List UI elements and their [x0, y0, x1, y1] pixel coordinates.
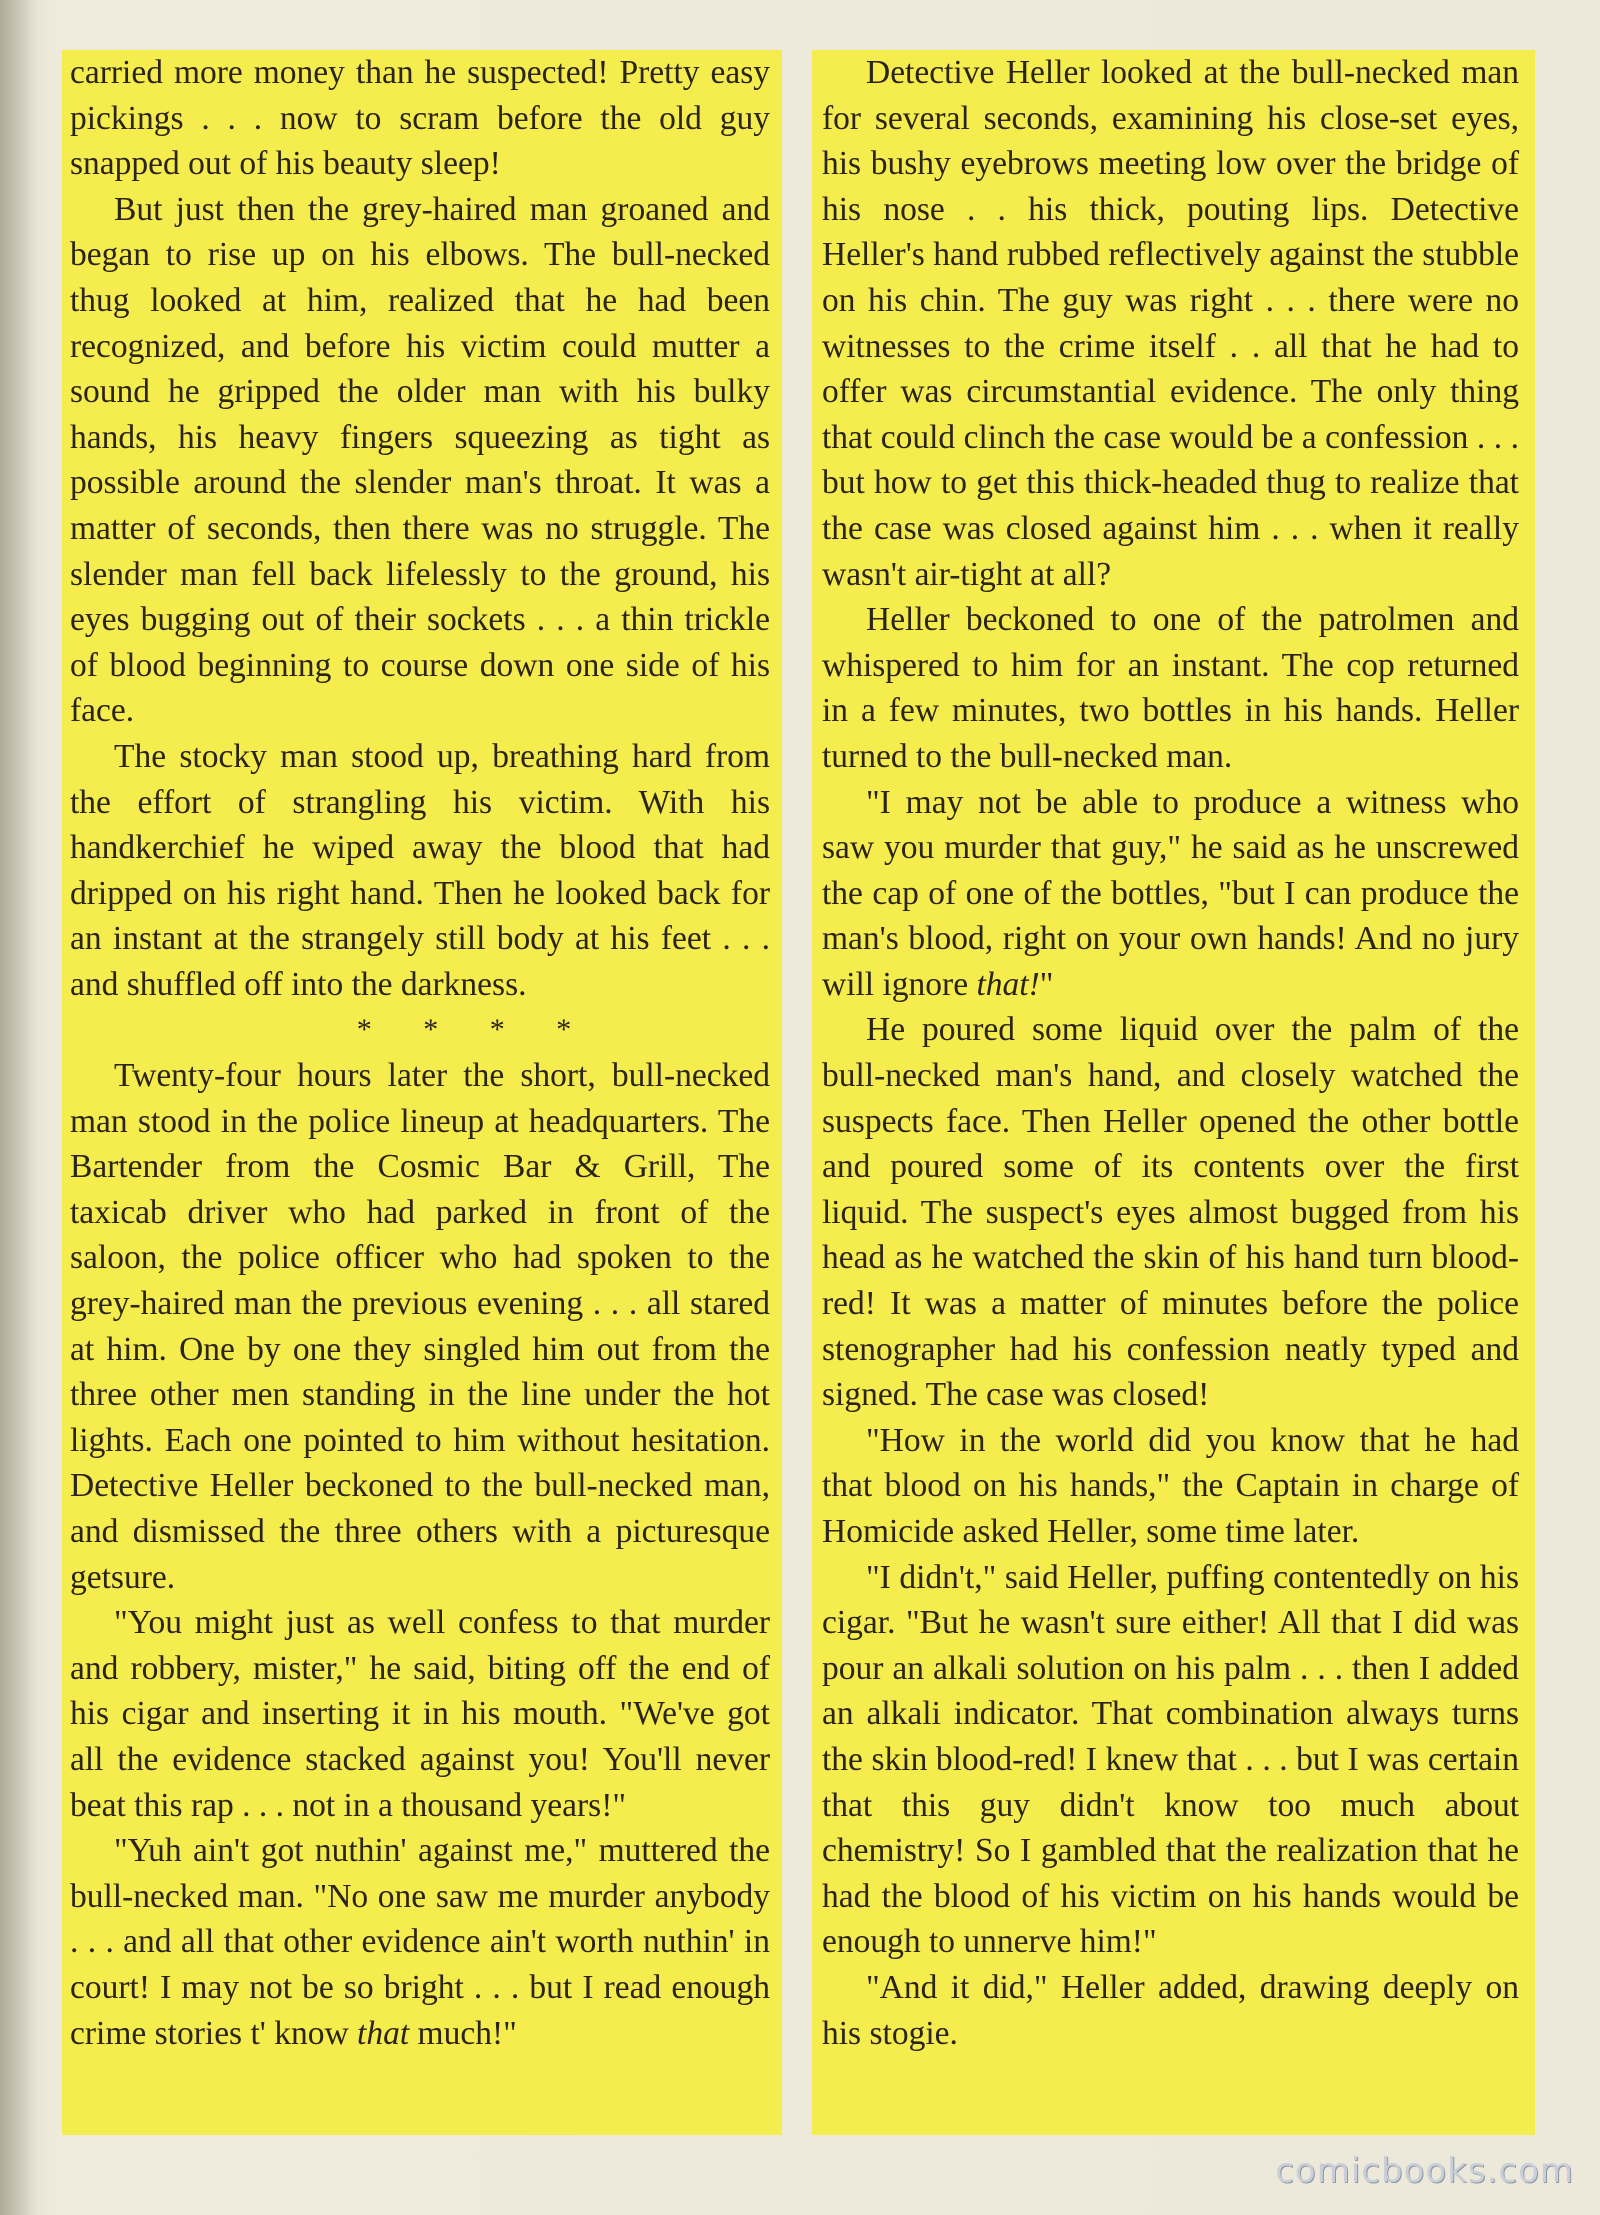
watermark: comicbooks.com	[1275, 2151, 1574, 2191]
paragraph: Heller beckoned to one of the patrolmen and whispered to him for an instant. The cop returned in a few minutes, two bottles in his hands. Heller turned to the bull-necked man.	[822, 601, 1519, 775]
binding-shadow	[0, 0, 40, 2215]
section-separator: * * * *	[356, 1013, 574, 1047]
paragraph: But just then the grey-haired man groaned and began to rise up on his elbows. The bull-necked thug looked at him, realized that he had been recognized, and before his victim could mutter a sound he gripped the older man with his bulky hands, his heavy fingers squeezing as tight as possible around the slender man's throat. It was a matter of seconds, then there was no struggle. The slender man fell back lifelessly to the ground, his eyes bugging out of their sockets . . . a thin trickle of blood beginning to course down one side of his face.	[70, 190, 770, 730]
paragraph: "And it did," Heller added, drawing deeply on his stogie.	[822, 1968, 1519, 2052]
paragraph-text: "	[1039, 965, 1054, 1003]
left-column	[62, 50, 782, 2135]
paragraph: The stocky man stood up, breathing hard from the effort of strangling his victim. With his handkerchief he wiped away the blood that had dripped on his right hand. Then he looked back for an instant at the strangely still body at his feet . . . and shuffled off into the darkness.	[70, 737, 770, 1003]
right-column	[812, 50, 1535, 2135]
paragraph: He poured some liquid over the palm of the bull-necked man's hand, and closely watched the suspects face. Then Heller opened the other bottle and poured some of its contents over the first liquid. The suspect's eyes almost bugged from his head as he watched the skin of his hand turn blood-red! It was a matter of minutes before the police stenographer had his confession neatly typed and signed. The case was closed!	[822, 1011, 1519, 1414]
paragraph-text: much!"	[409, 2014, 517, 2052]
paragraph: "You might just as well confess to that murder and robbery, mister," he said, biting off the end of his cigar and inserting it in his mouth. "We've got all the evidence stacked against you! You'll never beat this rap . . . not in a thousand years!"	[70, 1604, 770, 1824]
paragraph	[70, 1828, 770, 2056]
paragraph-text: "Yuh ain't got nuthin' against me," muttered the bull-necked man. "No one saw me murder anybody . . . and all that other evidence ain't worth nuthin' in court! I may not be so bright . . . but I read enough crime stories t' know	[70, 1832, 770, 2052]
paragraph: carried more money than he suspected! Pretty easy pickings . . . now to scram before the old guy snapped out of his beauty sleep!	[70, 54, 770, 183]
paragraph: "I didn't," said Heller, puffing contentedly on his cigar. "But he wasn't sure either! All that I did was pour an alkali solution on his palm . . . then I added an alkali indicator. That combination always turns the skin blood-red! I knew that . . . but I was certain that this guy didn't know too much about chemistry! So I gambled that the realization that he had the blood of his victim on his hands would be enough to unnerve him!"	[822, 1558, 1519, 1961]
paragraph: Detective Heller looked at the bull-necked man for several seconds, examining his close-set eyes, his bushy eyebrows meeting low over the bridge of his nose . . his thick, pouting lips. Detective Heller's hand rubbed reflectively against the stubble on his chin. The guy was right . . . there were no witnesses to the crime itself . . all that he had to offer was circumstantial evidence. The only thing that could clinch the case would be a confession . . . but how to get this thick-headed thug to realize that the case was closed against him . . . when it really wasn't air-tight at all?	[822, 54, 1519, 593]
paragraph	[822, 780, 1519, 1008]
paragraph: Twenty-four hours later the short, bull-necked man stood in the police lineup at headquarters. The Bartender from the Cosmic Bar & Grill, The taxicab driver who had parked in front of the saloon, the police officer who had spoken to the grey-haired man the previous evening . . . all stared at him. One by one they singled him out from the three other men standing in the line under the hot lights. Each one pointed to him without hesitation. Detective Heller beckoned to the bull-necked man, and dismissed the three others with a picturesque getsure.	[70, 1057, 770, 1596]
paragraph-text: "I may not be able to produce a witness who saw you murder that guy," he said as he unscrewed the cap of one of the bottles, "but I can produce the man's blood, right on your own hands! And no jury will ignore	[822, 783, 1519, 1003]
paragraph: "How in the world did you know that he had that blood on his hands," the Captain in charge of Homicide asked Heller, some time later.	[822, 1421, 1519, 1550]
italic-word: that	[357, 2014, 410, 2052]
italic-word: that!	[976, 965, 1040, 1003]
